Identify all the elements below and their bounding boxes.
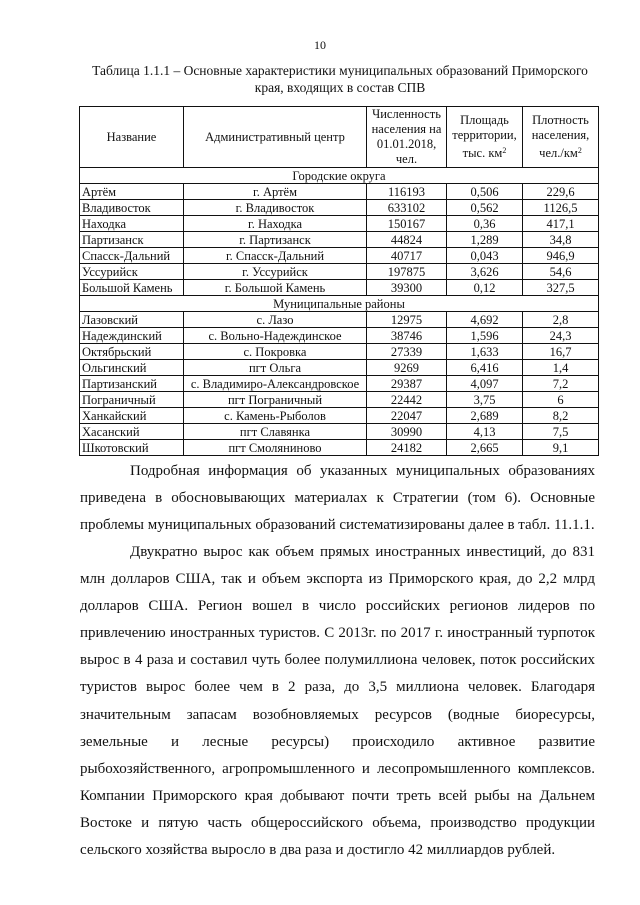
table-row: [80, 360, 599, 376]
table-row: [80, 184, 599, 200]
table-row: [80, 216, 599, 232]
table-row: [80, 280, 599, 296]
cell-density: 1126,5: [523, 200, 599, 216]
cell-density: 34,8: [523, 232, 599, 248]
cell-area: 6,416: [447, 360, 523, 376]
cell-population: 22047: [367, 408, 447, 424]
table-row: [80, 200, 599, 216]
cell-area: 1,633: [447, 344, 523, 360]
cell-density: 417,1: [523, 216, 599, 232]
cell-area: 4,692: [447, 312, 523, 328]
table-body: [80, 168, 599, 456]
cell-center: пгт Пограничный: [184, 392, 367, 408]
header-area-sup: 2: [502, 146, 507, 155]
cell-center: г. Артём: [184, 184, 367, 200]
cell-center: пгт Славянка: [184, 424, 367, 440]
cell-area: 0,36: [447, 216, 523, 232]
cell-area: 0,043: [447, 248, 523, 264]
cell-center: г. Спасск-Дальний: [184, 248, 367, 264]
cell-center: пгт Ольга: [184, 360, 367, 376]
paragraph-2: Двукратно вырос как объем прямых иностранных инвестиций, до 831 млн долларов США, так и объем экспорта из Приморского края, до 2,2 млрд долларов США. Регион вошел в число российских регионов лидеров по привлечению иностранных туристов. С 2013г. по 2017 г. иностранный турпоток вырос в 4 раза и составил чуть более полумиллиона человек, поток российских туристов вырос более чем в 2 раза, до 3,5 миллиона человек. Благодаря значительным запасам возобновляемых ресурсов (водные биоресурсы, земельные и лесные ресурсы) происходило активное развитие рыбохозяйственного, агропромышленного и лесопромышленного комплексов. Компании Приморского края добывают почти треть всей рыбы на Дальнем Востоке и пятую часть общероссийского объема, производство продукции сельского хозяйства выросло в два раза и достигло 42 миллиардов рублей.: [80, 544, 595, 859]
cell-density: 8,2: [523, 408, 599, 424]
cell-population: 9269: [367, 360, 447, 376]
cell-area: 1,289: [447, 232, 523, 248]
cell-area: 1,596: [447, 328, 523, 344]
header-area-text: Площадь территории, тыс. км: [452, 113, 517, 160]
table-row: [80, 440, 599, 456]
table-row: [80, 328, 599, 344]
cell-center: с. Камень-Рыболов: [184, 408, 367, 424]
cell-population: 12975: [367, 312, 447, 328]
cell-population: 40717: [367, 248, 447, 264]
header-center: Административный центр: [184, 107, 367, 168]
municipalities-table: [79, 106, 599, 456]
cell-population: 29387: [367, 376, 447, 392]
header-area: [447, 107, 523, 168]
cell-area: 2,689: [447, 408, 523, 424]
header-name: Название: [80, 107, 184, 168]
table-row: [80, 376, 599, 392]
cell-name: Владивосток: [80, 200, 184, 216]
cell-center: с. Владимиро-Александровское: [184, 376, 367, 392]
table-header-row: [80, 107, 599, 168]
section-title-urban: Городские округа: [80, 168, 599, 184]
cell-density: 946,9: [523, 248, 599, 264]
table-row: [80, 344, 599, 360]
table-row: [80, 264, 599, 280]
cell-name: Большой Камень: [80, 280, 184, 296]
cell-area: 0,12: [447, 280, 523, 296]
cell-population: 24182: [367, 440, 447, 456]
cell-name: Партизанский: [80, 376, 184, 392]
section-title-districts: Муниципальные районы: [80, 296, 599, 312]
cell-area: 4,097: [447, 376, 523, 392]
cell-name: Надеждинский: [80, 328, 184, 344]
cell-name: Хасанский: [80, 424, 184, 440]
header-population: Численность населения на 01.01.2018, чел.: [367, 107, 447, 168]
cell-density: 327,5: [523, 280, 599, 296]
table-row: [80, 408, 599, 424]
cell-population: 39300: [367, 280, 447, 296]
cell-center: пгт Смоляниново: [184, 440, 367, 456]
cell-density: 1,4: [523, 360, 599, 376]
cell-center: г. Уссурийск: [184, 264, 367, 280]
cell-area: 0,562: [447, 200, 523, 216]
table-row: [80, 232, 599, 248]
cell-population: 197875: [367, 264, 447, 280]
cell-area: 3,626: [447, 264, 523, 280]
table-row: [80, 248, 599, 264]
cell-population: 27339: [367, 344, 447, 360]
cell-area: 2,665: [447, 440, 523, 456]
cell-density: 7,5: [523, 424, 599, 440]
cell-area: 3,75: [447, 392, 523, 408]
table-row: [80, 312, 599, 328]
cell-center: г. Партизанск: [184, 232, 367, 248]
cell-density: 24,3: [523, 328, 599, 344]
cell-center: с. Вольно-Надеждинское: [184, 328, 367, 344]
cell-population: 22442: [367, 392, 447, 408]
section-row: [80, 296, 599, 312]
cell-name: Пограничный: [80, 392, 184, 408]
cell-center: с. Покровка: [184, 344, 367, 360]
cell-name: Шкотовский: [80, 440, 184, 456]
cell-density: 9,1: [523, 440, 599, 456]
header-density-sup: 2: [577, 146, 582, 155]
cell-center: с. Лазо: [184, 312, 367, 328]
cell-name: Находка: [80, 216, 184, 232]
cell-density: 54,6: [523, 264, 599, 280]
cell-population: 116193: [367, 184, 447, 200]
cell-center: г. Владивосток: [184, 200, 367, 216]
section-row: [80, 168, 599, 184]
cell-name: Лазовский: [80, 312, 184, 328]
header-density: [523, 107, 599, 168]
table-caption: Таблица 1.1.1 – Основные характеристики муниципальных образований Приморского края, входящих в состав СПВ: [92, 63, 588, 95]
cell-area: 0,506: [447, 184, 523, 200]
cell-density: 7,2: [523, 376, 599, 392]
cell-name: Партизанск: [80, 232, 184, 248]
cell-name: Ольгинский: [80, 360, 184, 376]
cell-population: 633102: [367, 200, 447, 216]
cell-name: Ханкайский: [80, 408, 184, 424]
cell-density: 229,6: [523, 184, 599, 200]
cell-population: 30990: [367, 424, 447, 440]
cell-area: 4,13: [447, 424, 523, 440]
page-number: 10: [314, 38, 326, 52]
cell-name: Спасск-Дальний: [80, 248, 184, 264]
cell-density: 2,8: [523, 312, 599, 328]
cell-name: Октябрьский: [80, 344, 184, 360]
cell-center: г. Находка: [184, 216, 367, 232]
table-row: [80, 424, 599, 440]
paragraph-1: Подробная информация об указанных муниципальных образованиях приведена в обосновывающих материалах к Стратегии (том 6). Основные проблемы муниципальных образований систематизированы далее в табл. 11.1.1.: [80, 463, 595, 534]
cell-population: 150167: [367, 216, 447, 232]
cell-population: 44824: [367, 232, 447, 248]
cell-name: Артём: [80, 184, 184, 200]
header-density-text: Плотность населения, чел./км: [531, 113, 590, 160]
cell-density: 6: [523, 392, 599, 408]
table-row: [80, 392, 599, 408]
cell-density: 16,7: [523, 344, 599, 360]
cell-name: Уссурийск: [80, 264, 184, 280]
cell-center: г. Большой Камень: [184, 280, 367, 296]
cell-population: 38746: [367, 328, 447, 344]
